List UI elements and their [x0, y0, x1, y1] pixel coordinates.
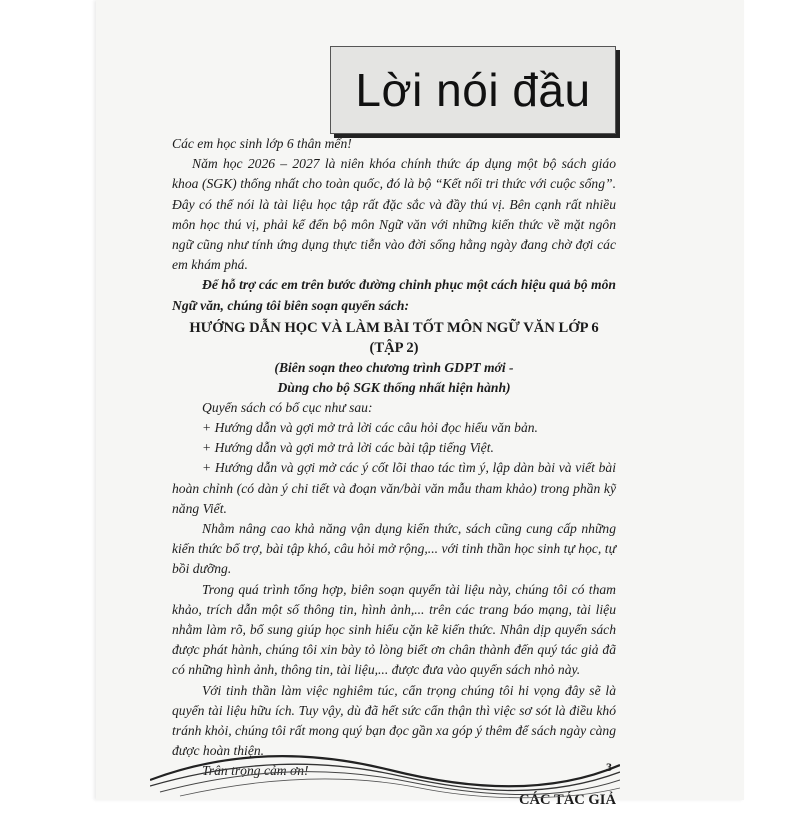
knowledge-paragraph: Nhằm nâng cao khả năng vận dụng kiến thức, sách cũng cung cấp những kiến thức bổ trợ, bài tập khó, câu hỏi mở rộng,... với tinh thần học sinh tự học, tự bồi dưỡng. — [172, 521, 616, 577]
structure-item: + Hướng dẫn và gợi mở các ý cốt lõi thao tác tìm ý, lập dàn bài và viết bài hoàn chỉnh (có dàn ý chi tiết và đoạn văn/bài văn mẫu tham khảo) trong phần kỹ năng Viết. — [172, 460, 616, 516]
thanks-line: Trân trọng cảm ơn! — [202, 763, 309, 779]
page-heading: Lời nói đầu — [355, 64, 591, 116]
sources-paragraph: Trong quá trình tổng hợp, biên soạn quyển tài liệu này, chúng tôi có tham khảo, trích dẫn một số thông tin, hình ảnh,... trên các trang báo mạng, tài liệu nhằm làm rõ, bổ sung giúp học sinh hiểu cặn kẽ kiến thức. Nhân dịp quyển sách được phát hành, chúng tôi xin bày tỏ lòng biết ơn chân thành đến quý tác giả đã có những hình ảnh, thông tin, tài liệu,... được đưa vào quyển sách nhỏ này. — [172, 581, 616, 678]
structure-intro: Quyển sách có bố cục như sau: — [202, 399, 373, 415]
page-number: 3 — [606, 760, 612, 774]
decorative-swoosh-icon — [150, 740, 620, 800]
structure-item: + Hướng dẫn và gợi mở trả lời các câu hỏi đọc hiểu văn bản. — [202, 420, 538, 436]
book-title-line1: HƯỚNG DẪN HỌC VÀ LÀM BÀI TỐT MÔN NGỮ VĂN LỚP 6 — [189, 319, 599, 336]
heading-box — [330, 46, 616, 134]
book-subtitle-line1: (Biên soạn theo chương trình GDPT mới - — [274, 359, 514, 375]
closing-paragraph: Với tinh thần làm việc nghiêm túc, cẩn trọng chúng tôi hi vọng đây sẽ là quyển tài liệu hữu ích. Tuy vậy, dù đã hết sức cẩn thận thì việc sơ sót là điều khó tránh khỏi, chúng tôi rất mong quý bạn đọc gần xa góp ý thêm để sách ngày càng được hoàn thiện. — [172, 682, 616, 759]
structure-item: + Hướng dẫn và gợi mở trả lời các bài tập tiếng Việt. — [202, 440, 494, 456]
support-paragraph: Để hỗ trợ các em trên bước đường chinh phục một cách hiệu quả bộ môn Ngữ văn, chúng tôi biên soạn quyển sách: — [172, 277, 616, 313]
greeting: Các em học sinh lớp 6 thân mến! — [172, 136, 352, 151]
intro-paragraph: Năm học 2026 – 2027 là niên khóa chính thức áp dụng một bộ sách giáo khoa (SGK) thống nhất cho toàn quốc, đó là bộ “Kết nối tri thức với cuộc sống”. Đây có thể nói là tài liệu học tập rất đặc sắc và đầy thú vị. Bên cạnh rất nhiều môn học thú vị, phải kể đến bộ môn Ngữ văn với những kiến thức về mặt ngôn ngữ cũng như tính ứng dụng thực tiễn vào đời sống hằng ngày đang chờ đợi các em khám phá. — [172, 156, 616, 273]
book-subtitle-line2: Dùng cho bộ SGK thống nhất hiện hành) — [277, 379, 511, 395]
book-title-line2: (TẬP 2) — [369, 339, 419, 356]
signature: CÁC TÁC GIẢ — [518, 791, 616, 808]
preface-body — [172, 134, 616, 824]
